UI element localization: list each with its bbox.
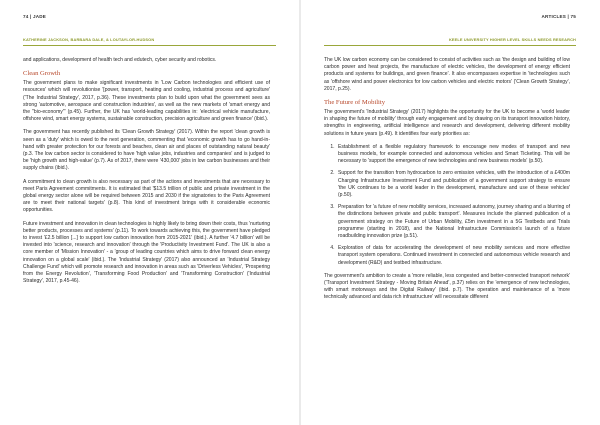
left-intro-paragraph: and applications, development of health tech and edutech, cyber security and robotics. [23, 57, 217, 63]
left-paragraph: Future investment and innovation in clean technologies is highly likely to bring down their costs, thus 'nurturing better products, processes and systems' (p.11). To work towards achieving this, the government have pledged to invest '£2.5 billion [...] to support low carbon innovation from 2015-2021' (ibid.). A further '4.7 billion' will be invested into 'science, research and innovation' through the 'Productivity Investment Fund'. The UK is also a core member of 'Mission Innovation' - a 'group of leading countries which aims to drive forward clean energy innovation on a global scale' (ibid.). The 'Industrial Strategy' (2017) also announced an 'Industrial Strategy Challenge Fund' which will promote research and innovation in areas such as 'Driverless Vehicles', 'Prospering from the Energy Revolution', 'Transforming Food Production' and 'Transforming Construction' ('Industrial Strategy', 2017, p.45-46). [23, 220, 270, 285]
left-header-rule [23, 45, 276, 46]
right-page [300, 0, 600, 425]
right-page-number-header: ARTICLES | 75 [541, 14, 576, 19]
left-paragraph: A commitment to clean growth is also necessary as part of the actions and investments that are necessary to meet Paris Agreement commitments. It is estimated that '$13.5 trillion of public and private investment in the global energy sector alone will be required between 2015 and 2030 if the signatories to the Paris Agreement are to meet their national targets' (p.8). This kind of investment brings with it considerable economic opportunities. [23, 178, 270, 214]
right-paragraph: The government's ambition to create a 'more reliable, less congested and better-connected transport network' ('Transport Investment Strategy - Moving Britain Ahead', p.37) relies on the 'emergence of new technologies, with smart motorways and the Digital Railway' (ibid. p.7). The operation and maintenance of a 'more technically advanced and data rich infrastructure' will necessitate different [324, 272, 570, 301]
left-paragraph: The government plans to make significant investments in 'Low Carbon technologies and efficient use of resources' which will revolutionise '[power, transport, heating and cooling, industrial process and agriculture' ('The Industrial Strategy', 2017, p.36). These investments plan to build upon what the government sees as strong 'automotive, aerospace and construction industries', as well as the new markets of 'smart energy and the "bio-economy"' (p.45). Further, the UK has 'world-leading capabilities in: 'electrical vehicle manufacture, offshore wind, smart energy systems, sustainable construction, precision agriculture and green finance' (ibid.). [23, 80, 270, 123]
priorities-list [324, 144, 570, 267]
right-header-rule [324, 45, 576, 46]
left-running-header-authors: KATHERINE JACKSON, BARBARA DALE, & LOUTAYLOR-HUDSON [23, 37, 155, 42]
left-paragraph: The government has recently published its 'Clean Growth Strategy' (2017). Within the report 'clean growth is seen as a 'duty' which is owed to the next generation, commenting that 'economic growth has to go hand-in-hand with greater protection for our forests and beaches, clean air and places of outstanding natural beauty' (p.3. The low carbon sector is considered to have 'high value jobs, industries and companies' and is judged to be 'high growth and high-value' (p.7). As of 2017, there were '430,000' jobs in low carbon businesses and their supply chains (ibid.). [23, 129, 270, 172]
list-item: 4. Exploration of data for accelerating the development of new mobility services and more effective transport system operations. Continued investment in connected and autonomous vehicle research and development (R&D) and testbed infrastructure. [336, 245, 570, 267]
right-body-text [324, 57, 570, 308]
left-page-number-header: 74 | JADE [23, 14, 47, 19]
list-item: 3. Preparation for 'a future of new mobility services, increased autonomy, journey sharing and a blurring of the distinctions between private and public transport'. Measures include the planned publication of a government strategy on the Future of Urban Mobility, £5m investment in a 5G Testbeds and Trials programme (starting in 2018), and the National Infrastructure Commission's launch of a future roadbuilding innovation prize (p.51). [336, 204, 570, 240]
section-heading-future-of-mobility: The Future of Mobility [324, 99, 385, 107]
list-item: 1. Establishment of a flexible regulatory framework to encourage new modes of transport and new business models, for example connected and autonomous vehicles and Smart Ticketing. This will be necessary to 'support the emergence of new technologies and new business models' (p.50). [336, 144, 570, 166]
section-heading-clean-growth: Clean Growth [23, 70, 61, 78]
right-running-header-title: KEELE UNIVERSITY HIGHER LEVEL SKILLS NEEDS RESEARCH [448, 37, 576, 42]
right-paragraph: The UK low carbon economy can be considered to consist of activities such as 'the design and building of low carbon power and heat projects, the manufacture of electric vehicles, the development of energy efficient products and systems for buildings, and green finance'. It also encompasses expertise in 'technologies such as 'offshore wind and power electronics for low carbon vehicles and electric motors' ('Clean Growth Strategy', 2017, p.25). [324, 57, 570, 92]
right-paragraph: The government's 'Industrial Strategy' (2017) highlights the opportunity for the UK to become a 'world leader in shaping the future of mobility' through early engagement and by drawing on its transport innovation history, strengths in engineering, artificial intelligence and research and development, delivering different mobility solutions in future years (p.49). It identifies four early priorities as: [324, 109, 570, 137]
list-item: 2. Support for the transition from hydrocarbon to zero emission vehicles, with the introduction of a £400m Charging Infrastructure Investment Fund and publication of a government support strategy to ensure 'the UK continues to be a world leader in the development, manufacture and use of these vehicles' (p.50). [336, 170, 570, 199]
left-body-text [23, 57, 270, 291]
